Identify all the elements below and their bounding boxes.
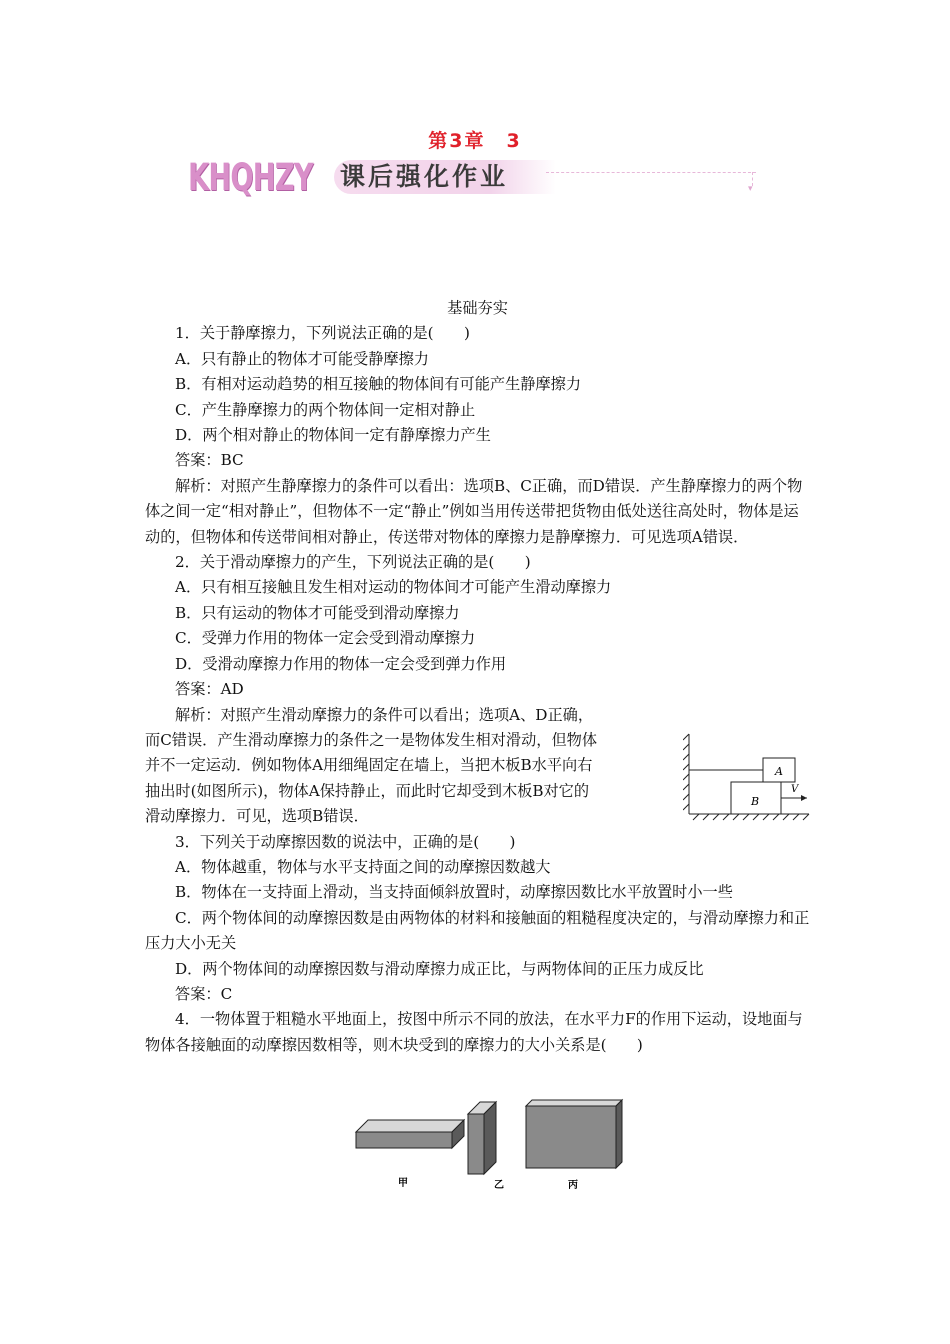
question-2-answer: 答案：AD — [175, 680, 244, 699]
banner — [188, 155, 558, 201]
wall-block-diagram — [683, 730, 813, 822]
content — [145, 296, 810, 1058]
question-3-option-c: C．两个物体间的动摩擦因数是由两物体的材料和接触面的粗糙程度决定的，与滑动摩擦力和正压力大小无关 — [145, 908, 810, 953]
question-2-analysis-line: 而C错误．产生滑动摩擦力的条件之一是物体发生相对滑动，但物体 — [145, 730, 598, 749]
question-1-analysis: 解析：对照产生静摩擦力的条件可以看出：选项B、C正确，而D错误．产生静摩擦力的两个物体之间一定“相对静止”，但物体不一定“静止”例如当用传送带把货物由低处送往高处时，物体是运动的，但物体和传送带间相对静止，传送带对物体的摩擦力是静摩擦力．可见选项A错误． — [145, 476, 803, 546]
velocity-label: V — [791, 784, 799, 795]
block-a-label: A — [775, 765, 783, 778]
question-1-option-b: B．有相对运动趋势的相互接触的物体间有可能产生静摩擦力 — [175, 375, 582, 394]
chevron-down-icon: ▾ — [748, 184, 753, 194]
section-title: 基础夯实 — [447, 299, 508, 317]
ground — [689, 814, 809, 820]
question-3-option-b: B．物体在一支持面上滑动，当支持面倾斜放置时，动摩擦因数比水平放置时小一些 — [175, 883, 733, 902]
question-2-option-c: C．受弹力作用的物体一定会受到滑动摩擦力 — [175, 629, 476, 648]
question-3-answer: 答案：C — [175, 984, 233, 1003]
block-bing — [526, 1100, 622, 1168]
question-1-option-d: D．两个相对静止的物体间一定有静摩擦力产生 — [175, 426, 491, 445]
banner-dashed-line — [546, 172, 756, 173]
question-2-analysis-line: 并不一定运动．例如物体A用细绳固定在墙上，当把木板B水平向右 — [145, 756, 593, 775]
question-1-answer: 答案：BC — [175, 451, 244, 470]
wall — [683, 734, 689, 814]
question-3-option-d: D．两个物体间的动摩擦因数与滑动摩擦力成正比，与两物体间的正压力成反比 — [175, 959, 704, 978]
question-3-option-a: A．物体越重，物体与水平支持面之间的动摩擦因数越大 — [175, 857, 551, 876]
block-yi — [468, 1102, 496, 1174]
arrow-head-icon — [801, 795, 807, 801]
question-2-option-d: D．受滑动摩擦力作用的物体一定会受到弹力作用 — [175, 654, 507, 673]
label-yi: 乙 — [494, 1180, 504, 1191]
block-jia — [356, 1120, 464, 1148]
question-2-option-b: B．只有运动的物体才可能受到滑动摩擦力 — [175, 603, 460, 622]
banner-text: 课后强化作业 — [340, 162, 509, 191]
banner-logo: KHQHZY — [188, 156, 313, 199]
question-3-stem: 3．下列关于动摩擦因数的说法中，正确的是( ) — [175, 832, 516, 851]
block-placement-figure — [354, 1092, 634, 1192]
label-jia: 甲 — [398, 1178, 408, 1189]
question-2-analysis-line: 滑动摩擦力．可见，选项B错误． — [145, 807, 369, 826]
question-2-analysis-line: 解析：对照产生滑动摩擦力的条件可以看出；选项A、D正确， — [175, 705, 594, 724]
question-2-stem: 2．关于滑动摩擦力的产生，下列说法正确的是( ) — [175, 553, 531, 572]
question-1-stem: 1．关于静摩擦力，下列说法正确的是( ) — [175, 324, 470, 343]
question-2-analysis-line: 抽出时(如图所示)，物体A保持静止，而此时它却受到木板B对它的 — [145, 781, 590, 800]
question-1-option-c: C．产生静摩擦力的两个物体间一定相对静止 — [175, 400, 476, 419]
label-bing: 丙 — [568, 1180, 578, 1191]
page-title: 第3章 3 — [428, 130, 522, 152]
question-4-stem: 4．一物体置于粗糙水平地面上，按图中所示不同的放法，在水平力F的作用下运动，设地面与物体各接触面的动摩擦因数相等，则木块受到的摩擦力的大小关系是( ) — [145, 1010, 803, 1054]
block-b-label: B — [751, 795, 760, 808]
question-2-option-a: A．只有相互接触且发生相对运动的物体间才可能产生滑动摩擦力 — [175, 578, 612, 597]
question-1-option-a: A．只有静止的物体才可能受静摩擦力 — [175, 349, 429, 368]
